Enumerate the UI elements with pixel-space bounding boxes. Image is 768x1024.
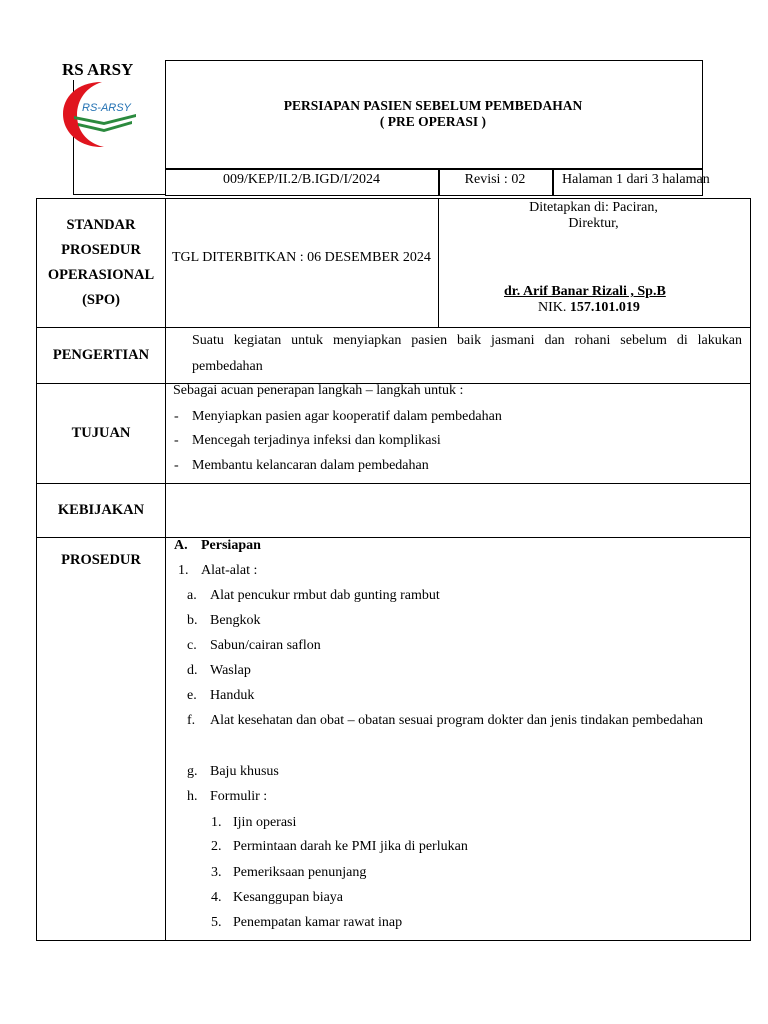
- tujuan-bullet-2: -: [174, 433, 179, 448]
- doc-subtitle: ( PRE OPERASI ): [379, 114, 487, 129]
- spo-label-line-4: (SPO): [82, 292, 120, 308]
- pengertian-label: PENGERTIAN: [52, 347, 150, 363]
- tujuan-item-1: Menyiapkan pasien agar kooperatif dalam pembedahan: [192, 409, 502, 424]
- issued-date: TGL DITERBITKAN : 06 DESEMBER 2024: [172, 250, 431, 265]
- pengertian-text: Suatu kegiatan untuk menyiapkan pasien baik jasmani dan rohani sebelum di lakukan pembedahan: [192, 333, 742, 374]
- section-title: Persiapan: [201, 538, 261, 553]
- tool-marker-d: d.: [187, 663, 198, 678]
- form-item-5: Penempatan kamar rawat inap: [233, 915, 403, 930]
- form-item-2: Permintaan darah ke PMI jika di perlukan: [233, 839, 468, 854]
- form-item-4: Kesanggupan biaya: [233, 890, 344, 905]
- prosedur-label: PROSEDUR: [61, 552, 141, 568]
- tujuan-bullet-3: -: [174, 458, 179, 473]
- tujuan-bullet-1: -: [174, 409, 179, 424]
- nik-label: NIK.: [538, 300, 567, 315]
- director-title: Direktur,: [568, 216, 619, 231]
- tool-marker-e: e.: [187, 688, 197, 703]
- spo-label-cell: [36, 198, 166, 328]
- doc-title: PERSIAPAN PASIEN SEBELUM PEMBEDAHAN: [283, 98, 583, 113]
- tool-marker-h: h.: [187, 789, 198, 804]
- step-title: Alat-alat :: [201, 563, 258, 578]
- form-item-1: Ijin operasi: [233, 815, 297, 830]
- kebijakan-label: KEBIJAKAN: [57, 502, 145, 518]
- tool-item-c: Sabun/cairan saflon: [210, 638, 321, 653]
- step-marker: 1.: [178, 563, 189, 578]
- tujuan-intro: Sebagai acuan penerapan langkah – langkah untuk :: [173, 383, 464, 398]
- nik-value: 157.101.019: [569, 300, 640, 315]
- spo-label-line-3: OPERASIONAL: [47, 267, 155, 283]
- tool-item-h: Formulir :: [210, 789, 268, 804]
- form-marker-4: 4.: [211, 890, 222, 905]
- prosedur-label-cell: [36, 537, 166, 941]
- tool-item-f: Alat kesehatan dan obat – obatan sesuai program dokter dan jenis tindakan pembedahan: [210, 713, 703, 728]
- form-marker-3: 3.: [211, 865, 222, 880]
- director-nik: [538, 300, 640, 316]
- spo-label-line-2: PROSEDUR: [61, 242, 141, 258]
- tool-item-g: Baju khusus: [210, 764, 279, 779]
- tujuan-item-2: Mencegah terjadinya infeksi dan komplikasi: [192, 433, 441, 448]
- logo-text: RS-ARSY: [82, 102, 131, 114]
- tool-marker-a: a.: [187, 588, 197, 603]
- pengertian-label-cell: [36, 327, 166, 384]
- spo-label-line-1: STANDAR: [66, 217, 136, 233]
- logo-crescent: [63, 82, 104, 147]
- tool-marker-g: g.: [187, 764, 198, 779]
- tujuan-label: TUJUAN: [71, 425, 131, 441]
- form-item-3: Pemeriksaan penunjang: [233, 865, 367, 880]
- tujuan-label-cell: [36, 383, 166, 484]
- page-info: Halaman 1 dari 3 halaman: [562, 172, 710, 187]
- section-marker: A.: [174, 538, 188, 553]
- tool-marker-c: c.: [187, 638, 197, 653]
- form-marker-1: 1.: [211, 815, 222, 830]
- tool-marker-b: b.: [187, 613, 198, 628]
- tool-marker-f: f.: [187, 713, 196, 728]
- form-marker-5: 5.: [211, 915, 222, 930]
- org-name: RS ARSY: [62, 60, 136, 80]
- revision: Revisi : 02: [464, 172, 526, 187]
- kebijakan-label-cell: [36, 483, 166, 538]
- hospital-logo: [60, 78, 142, 150]
- form-marker-2: 2.: [211, 839, 222, 854]
- set-at: Ditetapkan di: Paciran,: [529, 200, 658, 215]
- kebijakan-content-cell: [165, 483, 751, 538]
- tool-item-e: Handuk: [210, 688, 255, 703]
- tujuan-item-3: Membantu kelancaran dalam pembedahan: [192, 458, 429, 473]
- doc-number: 009/KEP/II.2/B.IGD/I/2024: [222, 172, 381, 187]
- tool-item-a: Alat pencukur rmbut dab gunting rambut: [210, 588, 440, 603]
- director-name: dr. Arif Banar Rizali , Sp.B: [504, 284, 666, 299]
- tool-item-d: Waslap: [210, 663, 251, 678]
- tool-item-b: Bengkok: [210, 613, 261, 628]
